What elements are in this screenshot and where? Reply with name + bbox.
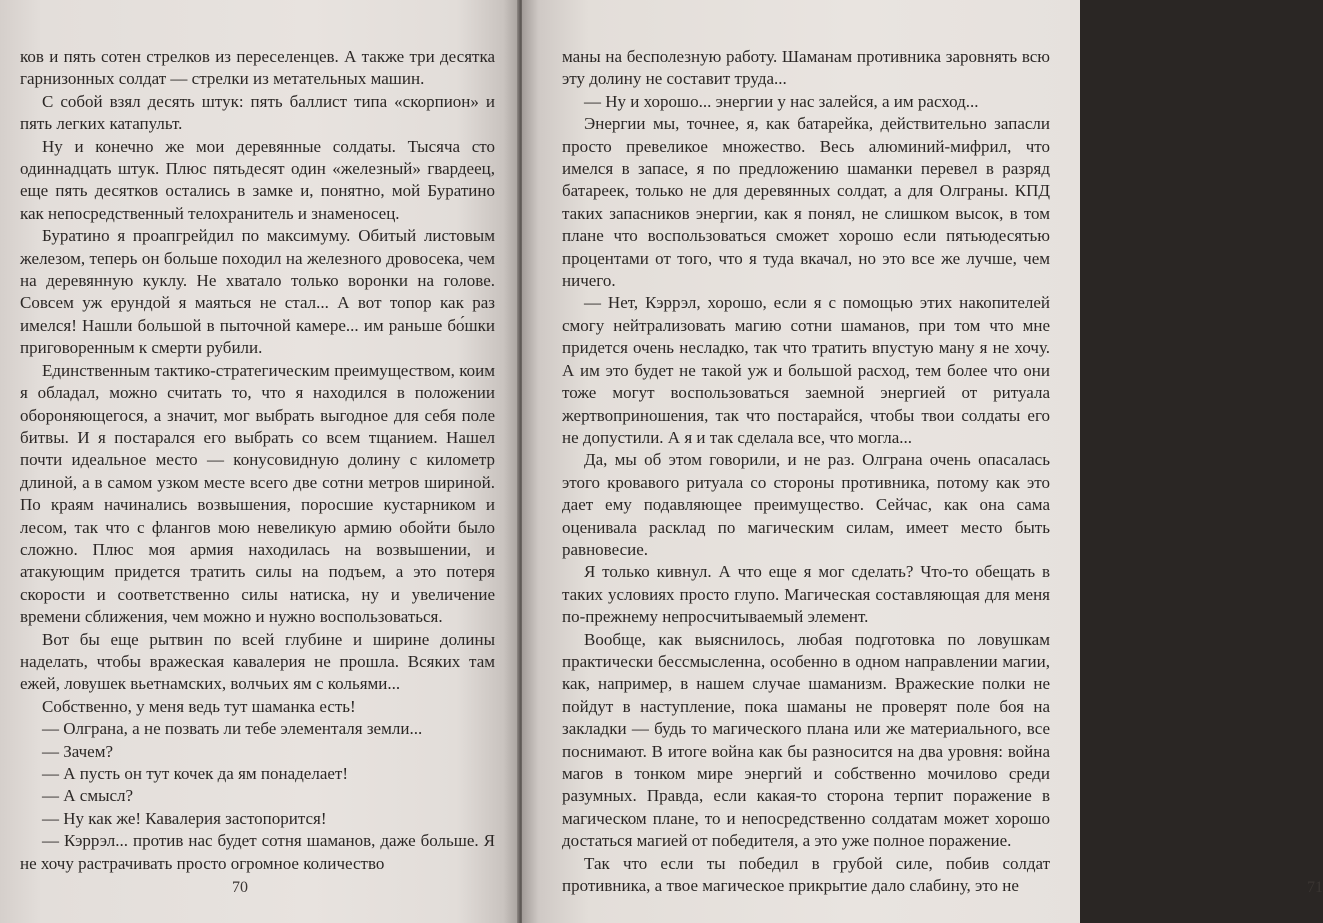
dialogue-line: — Кэррэл... против нас будет сотня шаманов, даже больше. Я не хочу растрачивать просто огромное количество [20, 831, 495, 873]
page-number: 71 [1307, 879, 1323, 896]
page-number: 70 [232, 879, 248, 896]
paragraph: маны на бесполезную работу. Шаманам противника заровнять всю эту долину не составит труда... [562, 47, 1050, 89]
paragraph: Ну и конечно же мои деревянные солдаты. Тысяча сто одиннадцать штук. Плюс пятьдесят один «железный» гвардеец, еще пять десятков остались в замке и, понятно, мой Буратино как непосредственный телохранитель и знаменосец. [20, 136, 495, 223]
paragraph: ков и пять сотен стрелков из переселенцев. А также три десятка гарнизонных солдат — стрелки из метательных машин. [20, 47, 495, 89]
dialogue-line: — Нет, Кэррэл, хорошо, если я с помощью этих накопителей смогу нейтрализовать магию сотни шаманов, при том что мне придется очень несладко, так что тратить впустую ману я не хочу. А им это будет не такой уж и большой расход, тем более что они тоже могут воспользоваться заемной энергией от ритуала жертвоприношения, так что постарайся, чтобы твои солдаты его не допустили. А я и так сделала все, что могла... [562, 293, 1050, 447]
left-page [0, 0, 519, 923]
dialogue-line: — Ну как же! Кавалерия застопорится! [42, 808, 327, 828]
paragraph: Собственно, у меня ведь тут шаманка есть! [42, 696, 356, 716]
left-page-text [20, 46, 495, 875]
dialogue-line: — А пусть он тут кочек да ям понаделает! [42, 764, 349, 783]
dialogue-line: — Зачем? [42, 741, 114, 761]
paragraph: Я только кивнул. А что еще я мог сделать? Что-то обещать в таких условиях просто глупо. Магическая составляющая для меня по-прежнему непросчитываемый элемент. [562, 562, 1050, 627]
paragraph: Да, мы об этом говорили, и не раз. Олграна очень опасалась этого кровавого ритуала со стороны противника, потому как это дает ему подавляющее преимущество. Сейчас, как она сама оценивала расклад по магическим силам, имеет место быть равновесие. [562, 450, 1050, 559]
paragraph: Энергии мы, точнее, я, как батарейка, действительно запасли просто превеликое множество. Весь алюминий-мифрил, что имелся в запасе, я по предложению шаманки перевел в разряд батареек, только не для деревянных солдат, а для Олграны. КПД таких запасников энергии, как я понял, не слишком высок, в том плане что воспользоваться сможет хорошо если пятьюдесятью процентами от того, что я туда вкачал, но это все же лучше, чем ничего. [562, 114, 1050, 291]
dialogue-line: — А смысл? [42, 786, 134, 806]
paragraph: Вот бы еще рытвин по всей глубине и ширине долины наделать, чтобы вражеская кавалерия не прошла. Всяких там ежей, ловушек вьетнамских, волчьих ям с кольями... [20, 629, 495, 694]
right-page [522, 0, 1323, 923]
right-page-text [562, 46, 1050, 897]
paragraph: С собой взял десять штук: пять баллист типа «скорпион» и пять легких катапульт. [20, 91, 495, 134]
dialogue-line: — Ну и хорошо... энергии у нас залейся, а им расход... [584, 91, 979, 111]
paragraph: Буратино я проапгрейдил по максимуму. Обитый листовым железом, теперь он больше походил на железного дровосека, чем на деревянную куклу. Не хватало только воронки на голове. Совсем уж ерундой я маяться не стал... А вот топор как раз имелся! Нашли большой в пыточной камере... им раньше бо́шки приговоренным к смерти рубили. [20, 226, 495, 358]
paragraph: Единственным тактико-стратегическим преимуществом, коим я обладал, можно считать то, что я находился в положении обороняющегося, а значит, мог выбрать выгодное для себя поле битвы. И я постарался его выбрать со всем тщанием. Нашел почти идеальное место — конусовидную долину с километр длиной, а в самом узком месте всего две сотни метров шириной. По краям начинались возвышения, поросшие кустарником и лесом, так что с флангов мою невеликую армию обойти было сложно. Плюс моя армия находилась на возвышении, и атакующим придется тратить силы на подъем, а это потеря скорости и соответственно силы натиска, ну и увеличение времени сближения, чем можно и нужно воспользоваться. [20, 360, 495, 627]
dialogue-line: — Олграна, а не позвать ли тебе элементаля земли... [42, 719, 423, 739]
paragraph: Так что если ты победил в грубой силе, побив солдат противника, а твое магическое прикрытие дало слабину, это не [562, 853, 1050, 896]
paragraph: Вообще, как выяснилось, любая подготовка по ловушкам практически бессмысленна, особенно в одном направлении магии, как, например, в нашем случае шаманизм. Вражеские полки не пойдут в наступление, пока шаманы не проверят поле боя на закладки — будь то магического плана или же материального, все поснимают. В итоге война как бы разносится на два уровня: война магов в тонком мире энергий и собственно мочилово среди разумных. Правда, если какая-то сторона терпит поражение в магическом плане, то и непосредственно солдатам может хорошо достаться магией от победителя, а это уже полное поражение. [562, 629, 1050, 851]
